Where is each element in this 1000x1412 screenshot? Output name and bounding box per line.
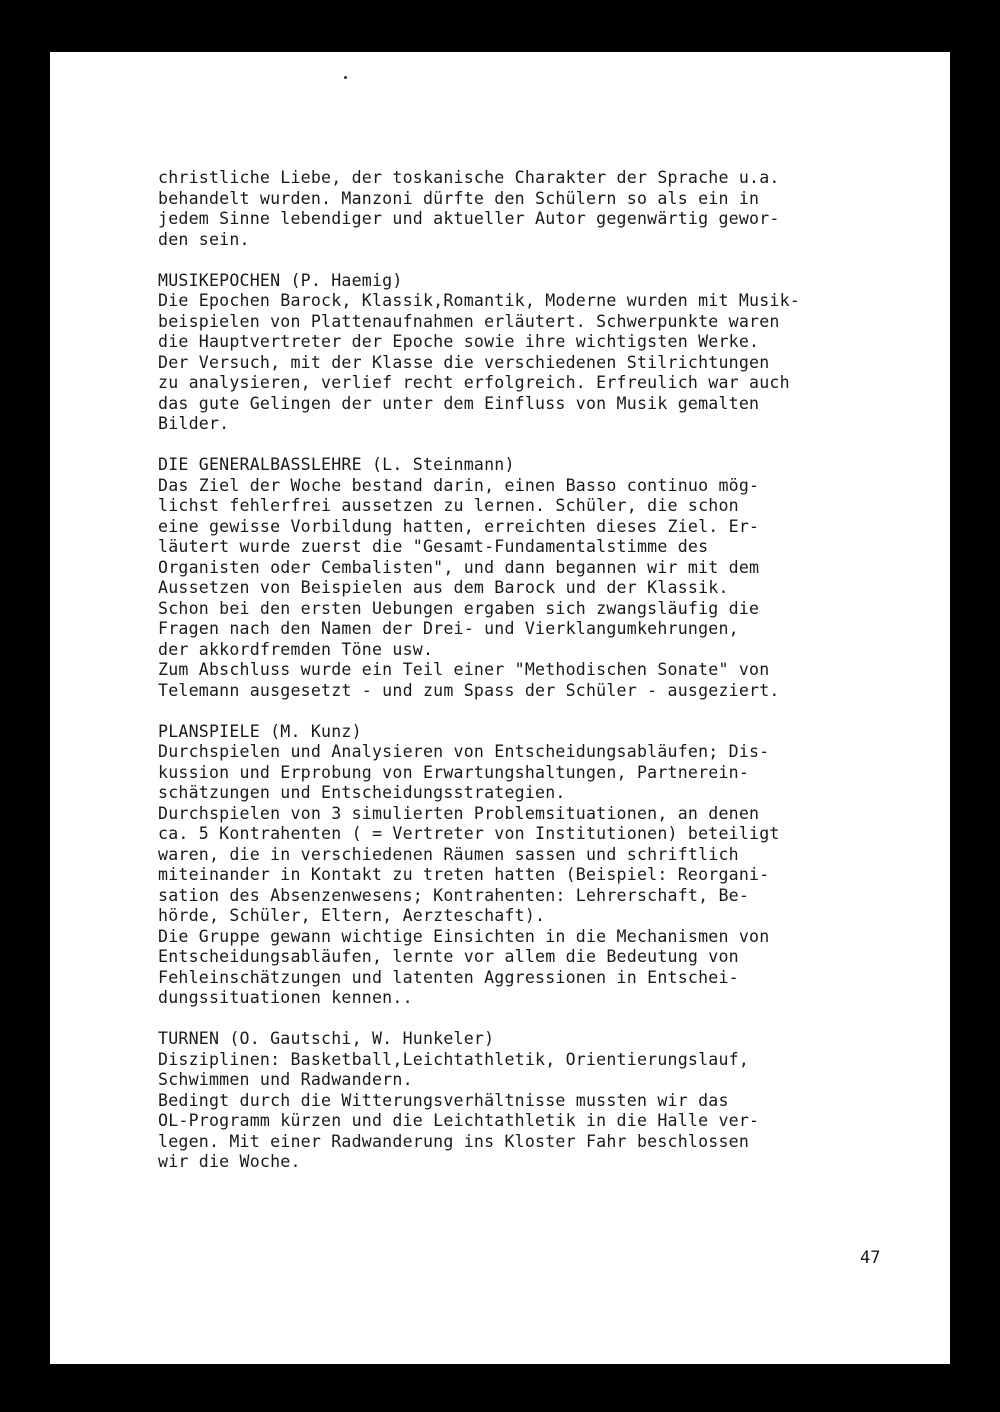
text-line: lichst fehlerfrei aussetzen zu lernen. Schüler, die schon xyxy=(158,496,739,515)
text-line: Fragen nach den Namen der Drei- und Vierklangumkehrungen, xyxy=(158,619,739,638)
speck-mark xyxy=(344,76,347,79)
text-line: Disziplinen: Basketball,Leichtathletik, Orientierungslauf, xyxy=(158,1049,750,1069)
text-line: Durchspielen und Analysieren von Entscheidungsabläufen; Dis- xyxy=(158,742,770,761)
text-line: Bedingt durch die Witterungsverhältnisse mussten wir das xyxy=(158,1090,729,1110)
section-heading: MUSIKEPOCHEN (P. Haemig) xyxy=(158,270,403,290)
text-line: Die Epochen Barock, Klassik,Romantik, Moderne wurden mit Musik- xyxy=(158,291,800,310)
text-line: den sein. xyxy=(158,229,250,249)
section-generalbasslehre xyxy=(158,455,918,701)
text-line: Schon bei den ersten Uebungen ergaben sich zwangsläufig die xyxy=(158,598,760,618)
section-heading: PLANSPIELE (M. Kunz) xyxy=(158,721,362,741)
text-line: wir die Woche. xyxy=(158,1152,301,1171)
text-line: Schwimmen und Radwandern. xyxy=(158,1070,413,1089)
text-line: legen. Mit einer Radwanderung ins Kloster Fahr beschlossen xyxy=(158,1131,750,1151)
section-heading: TURNEN (O. Gautschi, W. Hunkeler) xyxy=(158,1029,495,1048)
text-line: miteinander in Kontakt zu treten hatten (Beispiel: Reorgani- xyxy=(158,865,770,884)
text-line: waren, die in verschiedenen Räumen sassen und schriftlich xyxy=(158,844,739,864)
text-line: ca. 5 Kontrahenten ( = Vertreter von Institutionen) beteiligt xyxy=(158,824,780,843)
text-line: Das Ziel der Woche bestand darin, einen Basso continuo mög- xyxy=(158,475,760,495)
section-turnen xyxy=(158,1029,918,1173)
text-line: Telemann ausgesetzt - und zum Spass der Schüler - ausgeziert. xyxy=(158,680,780,700)
text-line: Fehleinschätzungen und latenten Aggressionen in Entschei- xyxy=(158,967,739,987)
section-heading: DIE GENERALBASSLEHRE (L. Steinmann) xyxy=(158,455,515,474)
text-line: Organisten oder Cembalisten", und dann begannen wir mit dem xyxy=(158,557,760,577)
page-number: 47 xyxy=(860,1248,881,1268)
text-line: Der Versuch, mit der Klasse die verschiedenen Stilrichtungen xyxy=(158,352,770,372)
text-line: christliche Liebe, der toskanische Charakter der Sprache u.a. xyxy=(158,168,780,187)
section-musikepochen xyxy=(158,271,918,435)
text-line: schätzungen und Entscheidungsstrategien. xyxy=(158,783,566,802)
text-line: hörde, Schüler, Eltern, Aerzteschaft). xyxy=(158,906,546,925)
intro-paragraph xyxy=(158,168,918,250)
text-line: Die Gruppe gewann wichtige Einsichten in die Mechanismen von xyxy=(158,926,770,946)
text-line: dungssituationen kennen.. xyxy=(158,988,413,1007)
text-line: das gute Gelingen der unter dem Einfluss von Musik gemalten xyxy=(158,393,760,413)
text-line: OL-Programm kürzen und die Leichtathletik in die Halle ver- xyxy=(158,1111,760,1130)
body-text xyxy=(158,168,918,1173)
text-line: Aussetzen von Beispielen aus dem Barock und der Klassik. xyxy=(158,578,729,597)
text-line: sation des Absenzenwesens; Kontrahenten: Lehrerschaft, Be- xyxy=(158,885,750,905)
text-line: Zum Abschluss wurde ein Teil einer "Methodischen Sonate" von xyxy=(158,660,770,679)
text-line: beispielen von Plattenaufnahmen erläutert. Schwerpunkte waren xyxy=(158,311,780,331)
text-line: kussion und Erprobung von Erwartungshaltungen, Partnerein- xyxy=(158,762,750,782)
text-line: Entscheidungsabläufen, lernte vor allem die Bedeutung von xyxy=(158,947,739,966)
text-line: behandelt wurden. Manzoni dürfte den Schülern so als ein in xyxy=(158,188,760,208)
text-line: Bilder. xyxy=(158,414,230,433)
text-line: die Hauptvertreter der Epoche sowie ihre wichtigsten Werke. xyxy=(158,332,760,351)
document-page xyxy=(50,52,950,1364)
text-line: eine gewisse Vorbildung hatten, erreichten dieses Ziel. Er- xyxy=(158,516,760,536)
text-line: läutert wurde zuerst die "Gesamt-Fundamentalstimme des xyxy=(158,537,709,556)
text-line: der akkordfremden Töne usw. xyxy=(158,639,434,659)
text-line: zu analysieren, verlief recht erfolgreich. Erfreulich war auch xyxy=(158,373,790,392)
text-line: Durchspielen von 3 simulierten Problemsituationen, an denen xyxy=(158,803,760,823)
section-planspiele xyxy=(158,722,918,1009)
text-line: jedem Sinne lebendiger und aktueller Autor gegenwärtig gewor- xyxy=(158,209,780,228)
